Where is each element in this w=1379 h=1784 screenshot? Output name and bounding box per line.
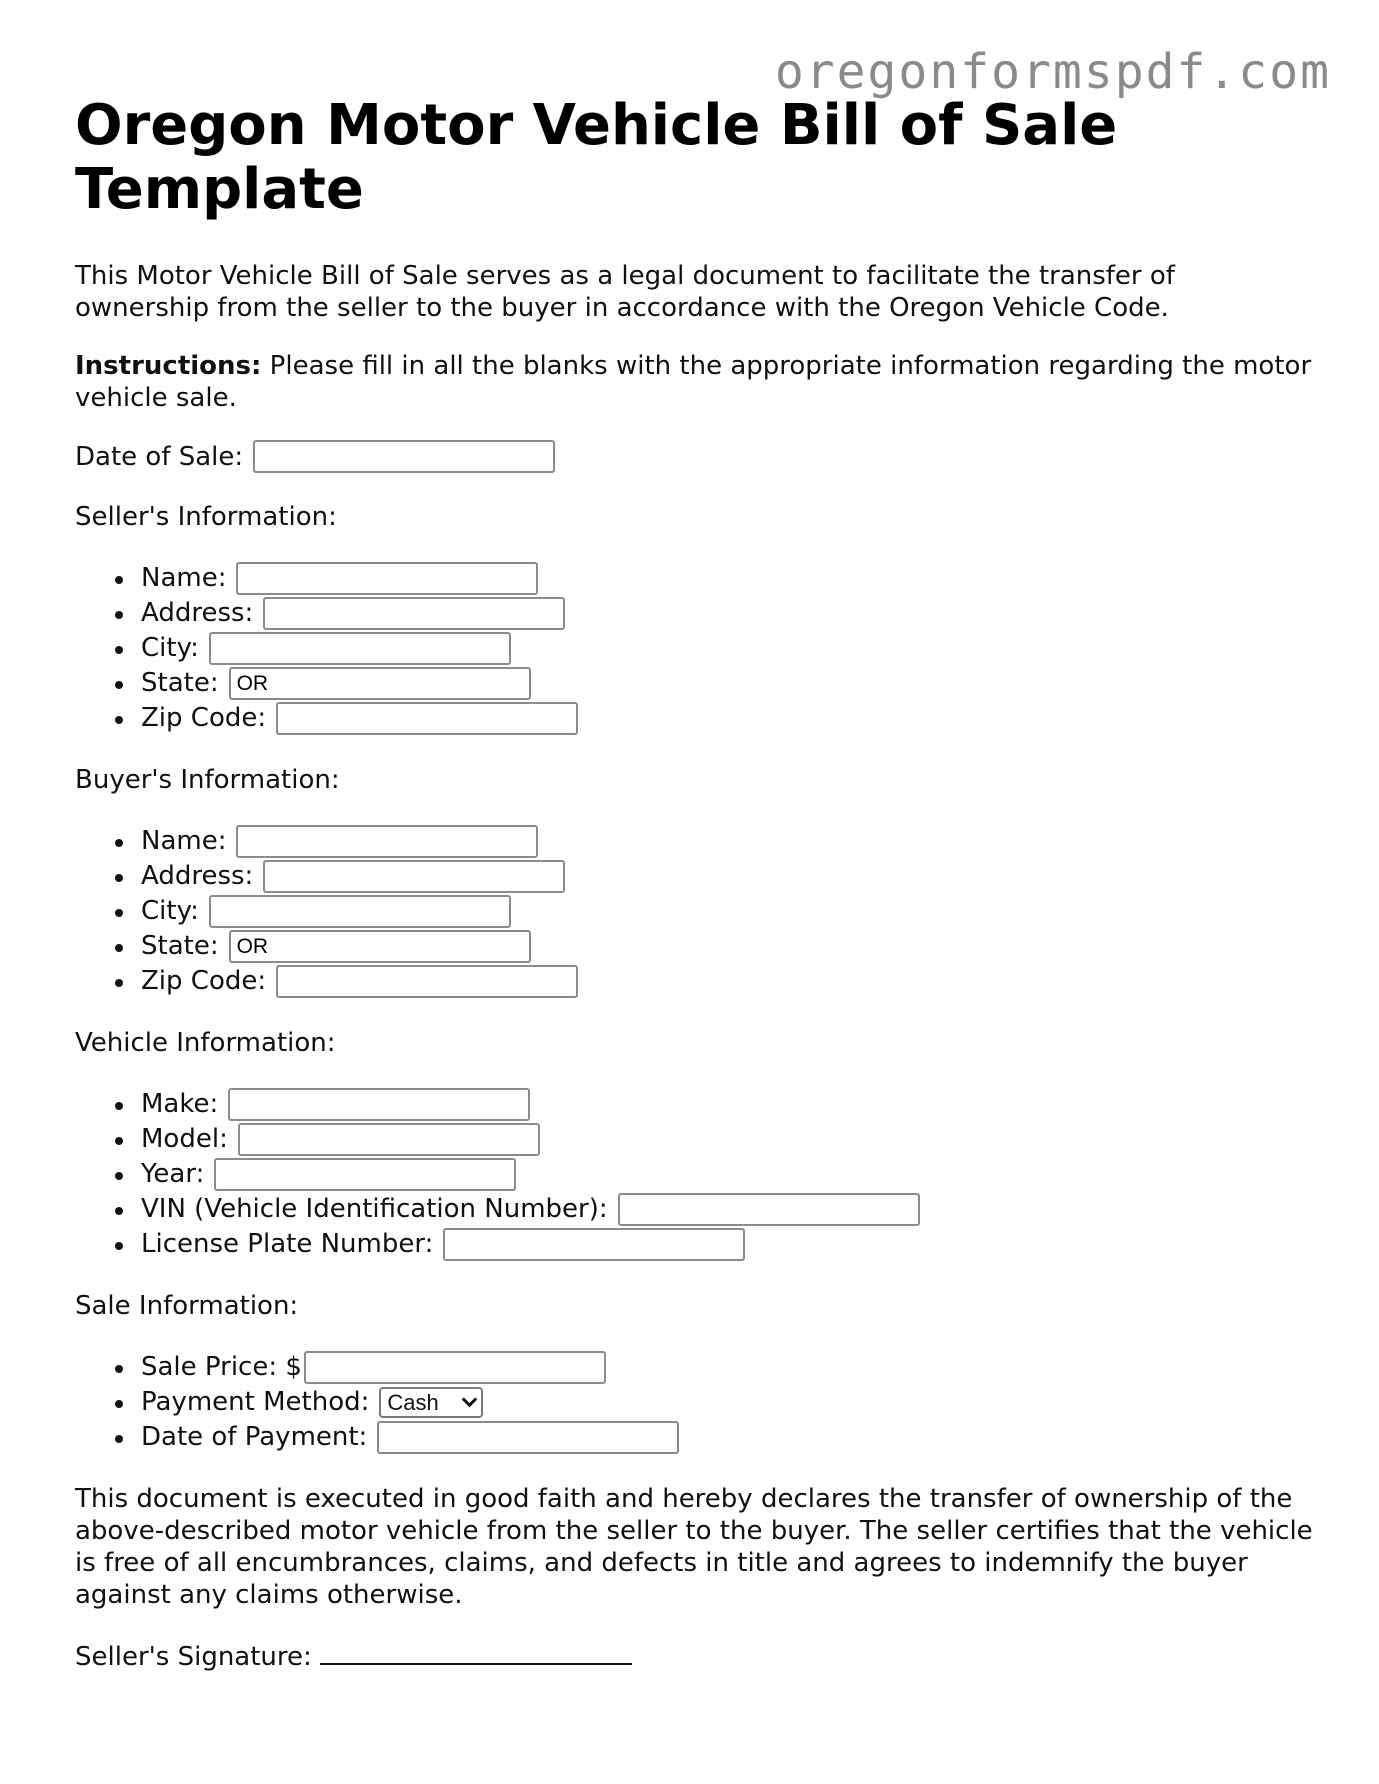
list-item xyxy=(141,1227,1315,1262)
payment-method-value: Cash xyxy=(387,1390,439,1415)
list-item xyxy=(141,701,1315,736)
buyer-zip-input[interactable] xyxy=(276,965,578,998)
watermark: oregonformspdf.com xyxy=(774,44,1331,100)
sale-price-label: Sale Price: $ xyxy=(141,1352,302,1382)
intro-paragraph: This Motor Vehicle Bill of Sale serves as a legal document to facilitate the transfer of ownership from the seller to the buyer in accordance with the Oregon Vehicle Code. xyxy=(75,261,1175,323)
instructions-label: Instructions: xyxy=(75,351,262,381)
date-of-sale-row xyxy=(75,440,1315,473)
sale-price-input[interactable] xyxy=(304,1351,606,1384)
payment-method-select[interactable] xyxy=(379,1387,483,1418)
payment-method-label: Payment Method: xyxy=(141,1387,370,1417)
vehicle-model-input[interactable] xyxy=(238,1123,540,1156)
seller-name-input[interactable] xyxy=(236,562,538,595)
payment-date-label: Date of Payment: xyxy=(141,1422,368,1452)
buyer-address-label: Address: xyxy=(141,861,254,891)
vehicle-make-input[interactable] xyxy=(228,1088,530,1121)
vehicle-info-list xyxy=(75,1087,1315,1262)
buyer-state-input[interactable]: OR xyxy=(229,930,531,963)
buyer-info-list xyxy=(75,824,1315,999)
vehicle-plate-label: License Plate Number: xyxy=(141,1229,434,1259)
seller-address-input[interactable] xyxy=(263,597,565,630)
buyer-zip-label: Zip Code: xyxy=(141,966,267,996)
seller-zip-input[interactable] xyxy=(276,702,578,735)
page-title: Oregon Motor Vehicle Bill of Sale Template xyxy=(75,93,1118,222)
sale-heading: Sale Information: xyxy=(75,1291,299,1321)
list-item xyxy=(141,1087,1315,1122)
document-body xyxy=(75,94,1315,1673)
seller-city-label: City: xyxy=(141,633,199,663)
list-item xyxy=(141,596,1315,631)
list-item xyxy=(141,631,1315,666)
list-item xyxy=(141,1420,1315,1455)
instructions-text: Please fill in all the blanks with the appropriate information regarding the motor vehicle sale. xyxy=(75,351,1312,413)
list-item xyxy=(141,1157,1315,1192)
buyer-city-label: City: xyxy=(141,896,199,926)
list-item xyxy=(141,1192,1315,1227)
list-item xyxy=(141,561,1315,596)
seller-signature-line[interactable] xyxy=(320,1639,632,1665)
instructions-paragraph xyxy=(75,350,1315,414)
vehicle-plate-input[interactable] xyxy=(443,1228,745,1261)
buyer-name-input[interactable] xyxy=(236,825,538,858)
vehicle-vin-input[interactable] xyxy=(618,1193,920,1226)
list-item xyxy=(141,859,1315,894)
vehicle-heading: Vehicle Information: xyxy=(75,1028,336,1058)
seller-address-label: Address: xyxy=(141,598,254,628)
declaration-paragraph: This document is executed in good faith and hereby declares the transfer of ownership of the above-described motor vehicle from the seller to the buyer. The seller certifies that the vehicle is free of all encumbrances, claims, and defects in title and agrees to indemnify the buyer against any claims otherwise. xyxy=(75,1484,1313,1610)
vehicle-year-label: Year: xyxy=(141,1159,205,1189)
vehicle-year-input[interactable] xyxy=(214,1158,516,1191)
list-item xyxy=(141,824,1315,859)
buyer-name-label: Name: xyxy=(141,826,227,856)
seller-signature-label: Seller's Signature: xyxy=(75,1642,312,1672)
seller-state-label: State: xyxy=(141,668,219,698)
list-item xyxy=(141,929,1315,964)
list-item xyxy=(141,894,1315,929)
date-of-sale-input[interactable] xyxy=(253,440,555,473)
list-item xyxy=(141,666,1315,701)
vehicle-make-label: Make: xyxy=(141,1089,219,1119)
seller-zip-label: Zip Code: xyxy=(141,703,267,733)
buyer-state-label: State: xyxy=(141,931,219,961)
list-item xyxy=(141,1122,1315,1157)
seller-info-list xyxy=(75,561,1315,736)
vehicle-vin-label: VIN (Vehicle Identification Number): xyxy=(141,1194,608,1224)
seller-state-input[interactable]: OR xyxy=(229,667,531,700)
seller-city-input[interactable] xyxy=(209,632,511,665)
sale-info-list xyxy=(75,1350,1315,1455)
list-item xyxy=(141,964,1315,999)
payment-date-input[interactable] xyxy=(377,1421,679,1454)
seller-name-label: Name: xyxy=(141,563,227,593)
seller-signature-row xyxy=(75,1639,1315,1673)
date-of-sale-label: Date of Sale: xyxy=(75,441,244,472)
vehicle-model-label: Model: xyxy=(141,1124,228,1154)
seller-heading: Seller's Information: xyxy=(75,502,337,532)
list-item xyxy=(141,1385,1315,1420)
buyer-address-input[interactable] xyxy=(263,860,565,893)
chevron-down-icon xyxy=(462,1392,478,1408)
buyer-city-input[interactable] xyxy=(209,895,511,928)
list-item xyxy=(141,1350,1315,1385)
buyer-heading: Buyer's Information: xyxy=(75,765,340,795)
